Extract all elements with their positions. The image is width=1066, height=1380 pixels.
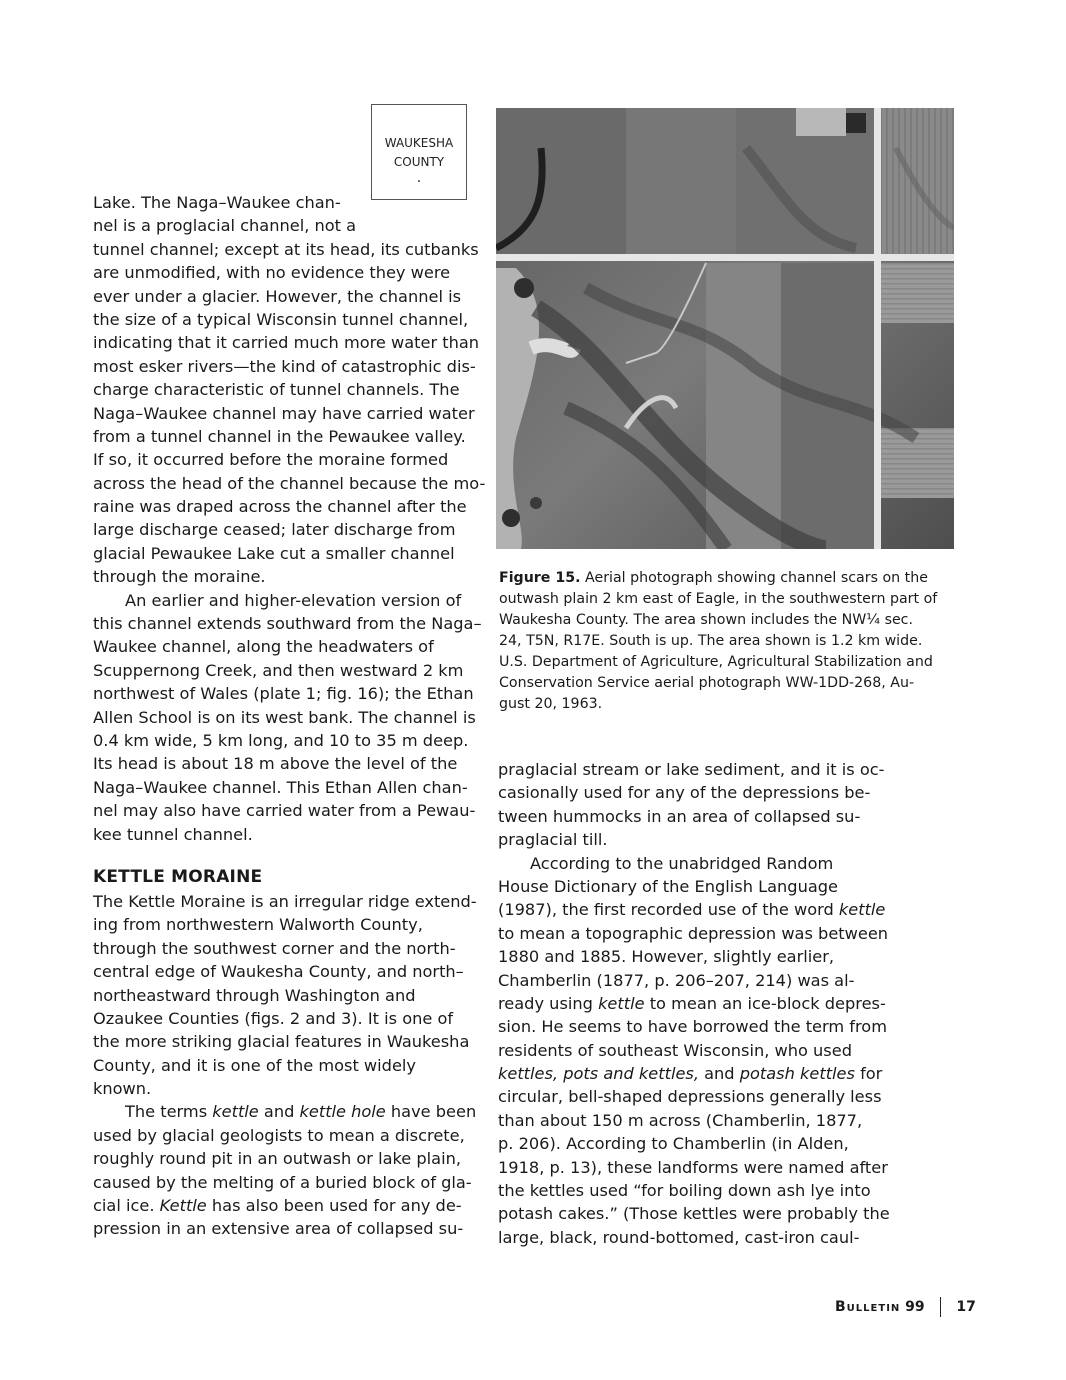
text-line: pression in an extensive area of collapsed su- (93, 1219, 464, 1239)
text-line: If so, it occurred before the moraine formed (93, 450, 449, 470)
text-run-italic: potash kettles (739, 1064, 855, 1084)
text-run: and (698, 1064, 740, 1084)
right-column (498, 758, 890, 1249)
text-line: casionally used for any of the depressions be- (498, 783, 871, 803)
text-line: large, black, round-bottomed, cast-iron caul- (498, 1227, 860, 1247)
county-tab-line2: COUNTY (393, 155, 445, 169)
text-run-italic: kettle hole (299, 1102, 386, 1122)
text-run: to mean an ice-block depres- (644, 993, 886, 1013)
text-run: have been (385, 1102, 477, 1122)
text-run: The terms (125, 1102, 213, 1122)
right-para-2 (498, 852, 890, 1250)
text-line: kee tunnel channel. (93, 824, 253, 844)
caption-line: 24, T5N, R17E. South is up. The area shown is 1.2 km wide. (499, 633, 923, 649)
text-line: praglacial stream or lake sediment, and it is oc- (498, 760, 885, 779)
text-line: used by glacial geologists to mean a discrete, (93, 1125, 465, 1145)
text-line: residents of southeast Wisconsin, who used (498, 1040, 852, 1060)
footer-divider (940, 1297, 941, 1317)
series-name: Bulletin (835, 1299, 901, 1315)
text-line (93, 1100, 477, 1123)
caption-line: Waukesha County. The area shown includes the NW¼ sec. (499, 612, 913, 628)
text-line: nel may also have carried water from a Pewau- (93, 801, 476, 821)
page-number: 17 (956, 1299, 976, 1315)
text-line: 1918, p. 13), these landforms were named after (498, 1157, 888, 1177)
text-line: are unmodified, with no evidence they were (93, 263, 451, 283)
text-line: The Kettle Moraine is an irregular ridge extend- (93, 891, 477, 911)
text-line: County, and it is one of the most widely (93, 1055, 416, 1075)
series-volume: 99 (905, 1299, 925, 1315)
text-line: roughly round pit in an outwash or lake plain, (93, 1149, 461, 1169)
figure-caption (499, 568, 949, 715)
text-line: most esker rivers—the kind of catastrophic dis- (93, 356, 476, 376)
caption-text: Aerial photograph showing channel scars on the (580, 570, 928, 586)
text-line: An earlier and higher-elevation version of (125, 590, 462, 610)
aerial-photo-drawing (496, 108, 954, 549)
tree-cluster (514, 278, 534, 298)
text-line (498, 898, 886, 921)
text-line: praglacial till. (498, 830, 608, 850)
field-southeast-light (880, 428, 954, 498)
text-line: northeastward through Washington and (93, 985, 416, 1005)
text-line: 1880 and 1885. However, slightly earlier, (498, 947, 835, 967)
text-line: ing from northwestern Walworth County, (93, 915, 423, 935)
text-run: (1987), the first recorded use of the word (498, 900, 839, 920)
text-line: nel is a proglacial channel, not a (93, 216, 357, 236)
text-line: 0.4 km wide, 5 km long, and 10 to 35 m deep. (93, 730, 469, 750)
text-line: the kettles used “for boiling down ash lye into (498, 1181, 871, 1201)
text-line: than about 150 m across (Chamberlin, 1877, (498, 1110, 863, 1130)
text-run: has also been used for any de- (206, 1196, 462, 1216)
text-line: House Dictionary of the English Language (498, 876, 838, 896)
text-line: ever under a glacier. However, the channel is (93, 286, 462, 306)
field-n (626, 108, 736, 258)
text-line: large discharge ceased; later discharge from (93, 520, 456, 540)
text-line: circular, bell-shaped depressions generally less (498, 1087, 882, 1107)
caption-line: U.S. Department of Agriculture, Agricultural Stabilization and (499, 654, 933, 670)
text-line: charge characteristic of tunnel channels. The (93, 380, 460, 400)
text-line: Allen School is on its west bank. The channel is (93, 707, 476, 727)
text-line: tunnel channel; except at its head, its cutbanks (93, 239, 479, 259)
text-line: Lake. The Naga–Waukee chan- (93, 193, 341, 212)
north-south-road (874, 108, 881, 549)
text-run-italic: Kettle (159, 1196, 207, 1216)
text-line: Chamberlin (1877, p. 206–207, 214) was al- (498, 970, 855, 990)
east-west-road (496, 254, 954, 261)
county-tab-line1: WAUKESHA (384, 136, 454, 150)
left-column (93, 191, 486, 1241)
text-line: potash cakes.” (Those kettles were probably the (498, 1204, 890, 1224)
caption-line: gust 20, 1963. (499, 696, 603, 712)
text-line: across the head of the channel because the mo- (93, 473, 486, 493)
text-line: from a tunnel channel in the Pewaukee valley. (93, 426, 466, 446)
county-tab-marker: . (416, 170, 422, 186)
text-line: tween hummocks in an area of collapsed su- (498, 806, 861, 826)
text-line: Naga–Waukee channel may have carried water (93, 403, 475, 423)
text-line (93, 1194, 473, 1217)
farmstead-clearing (796, 108, 846, 136)
text-line: According to the unabridged Random (530, 853, 834, 873)
text-line: Waukee channel, along the headwaters of (93, 637, 434, 657)
text-run-italic: kettle (598, 993, 645, 1013)
text-line: Its head is about 18 m above the level of the (93, 754, 458, 774)
county-tab-box (371, 104, 467, 200)
section-heading: KETTLE MORAINE (93, 866, 263, 887)
caption-line: outwash plain 2 km east of Eagle, in the southwestern part of (499, 591, 938, 607)
tree-cluster (502, 509, 520, 527)
text-line: p. 206). According to Chamberlin (in Alden, (498, 1134, 849, 1154)
caption-line: Conservation Service aerial photograph WW-1DD-268, Au- (499, 675, 915, 691)
text-line: Naga–Waukee channel. This Ethan Allen chan- (93, 777, 468, 797)
aerial-photograph (496, 108, 954, 549)
left-para-2 (93, 589, 482, 846)
text-line: indicating that it carried much more water than (93, 333, 480, 353)
text-run-italic: kettles, pots and kettles, (498, 1064, 699, 1084)
text-line: to mean a topographic depression was between (498, 923, 889, 943)
text-line: known. (93, 1079, 152, 1099)
figure-label: Figure 15. (499, 570, 581, 586)
left-para-3 (93, 890, 477, 1101)
text-run: ready using (498, 993, 599, 1013)
text-line (498, 1062, 883, 1085)
text-line: Ozaukee Counties (figs. 2 and 3). It is one of (93, 1008, 454, 1028)
tree-cluster (530, 497, 542, 509)
right-para-1 (498, 758, 885, 852)
text-line: northwest of Wales (plate 1; fig. 16); the Ethan (93, 684, 474, 704)
text-run: for (854, 1064, 883, 1084)
text-line: raine was draped across the channel after the (93, 497, 467, 517)
text-run-italic: kettle (212, 1102, 259, 1122)
left-para-4 (93, 1100, 477, 1240)
text-line: the more striking glacial features in Waukesha (93, 1032, 470, 1052)
text-line: glacial Pewaukee Lake cut a smaller channel (93, 543, 455, 563)
text-line: central edge of Waukesha County, and north– (93, 962, 464, 982)
text-line: Scuppernong Creek, and then westward 2 km (93, 660, 464, 680)
text-line: through the southwest corner and the north- (93, 938, 456, 958)
text-line: through the moraine. (93, 567, 266, 587)
text-run: and (258, 1102, 300, 1122)
page-footer (835, 1296, 976, 1318)
text-line: the size of a typical Wisconsin tunnel channel, (93, 309, 469, 329)
text-line: this channel extends southward from the Naga– (93, 614, 482, 634)
text-run-italic: kettle (838, 900, 886, 920)
farmstead-trees (846, 113, 866, 133)
field-east-light (880, 263, 954, 323)
caption-line (499, 568, 949, 589)
left-para-1 (93, 191, 486, 589)
text-line (498, 992, 886, 1015)
text-run: cial ice. (93, 1196, 160, 1216)
text-line: caused by the melting of a buried block of gla- (93, 1172, 472, 1192)
text-line: sion. He seems to have borrowed the term from (498, 1017, 887, 1037)
